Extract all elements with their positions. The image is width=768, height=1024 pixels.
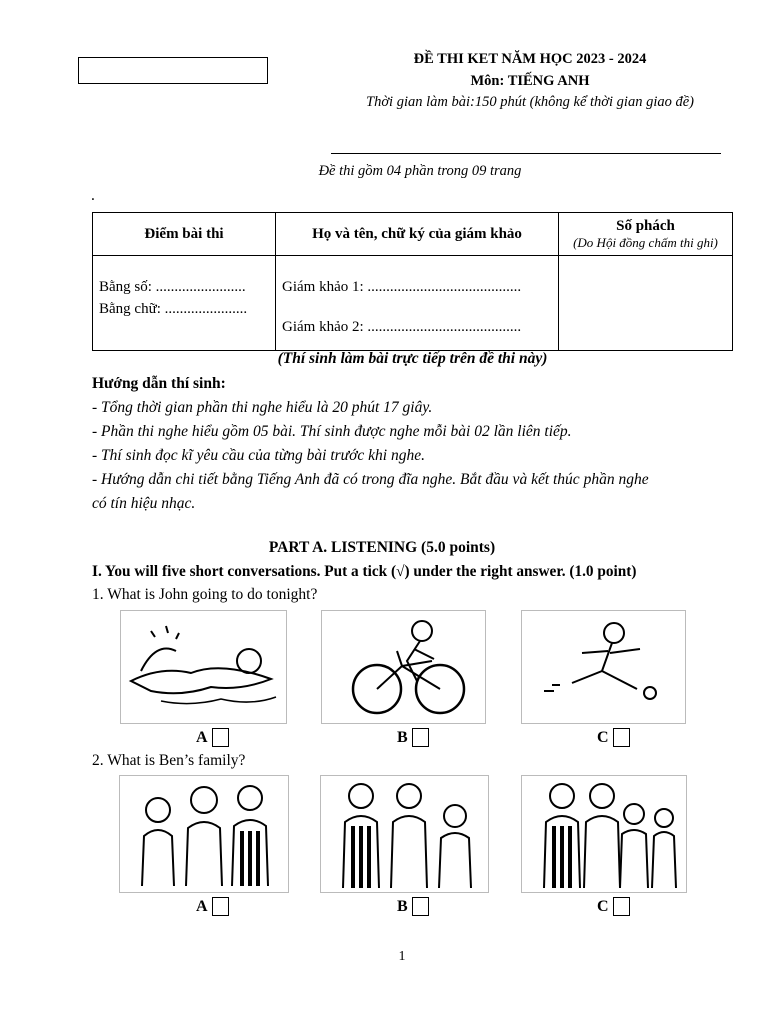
section-1-instruction: I. You will five short conversations. Put a tick (√) under the right answer. (1.0 point) (92, 563, 637, 580)
header-rule (331, 153, 721, 154)
tick-box[interactable] (212, 897, 229, 916)
score-cell (93, 256, 276, 351)
q2-option-c[interactable] (597, 897, 630, 916)
family-picture-a (119, 775, 289, 893)
secret-code-sub: (Do Hội đồng chấm thi ghi) (573, 234, 718, 250)
option-label: B (397, 728, 408, 746)
score-in-words[interactable]: Bằng chữ: ...................... (99, 301, 248, 317)
instruction-line: - Tổng thời gian phần thi nghe hiểu là 20 phút 17 giây. (92, 399, 433, 416)
instructions-heading: Hướng dẫn thí sinh: (92, 375, 226, 392)
score-header: Điểm bài thi (93, 213, 276, 256)
part-a-title: PART A. LISTENING (5.0 points) (268, 539, 496, 556)
tick-box[interactable] (412, 897, 429, 916)
examiner-2[interactable]: Giám khảo 2: ......................................... (282, 319, 522, 335)
q1-option-b[interactable] (397, 728, 429, 747)
q1-option-c[interactable] (597, 728, 630, 747)
option-label: B (397, 897, 408, 915)
family-picture-b (320, 775, 489, 893)
option-label: C (597, 897, 609, 915)
cycling-picture (321, 610, 486, 724)
score-table (92, 212, 733, 351)
tick-box[interactable] (613, 897, 630, 916)
exam-title: ĐỀ THI KET NĂM HỌC 2023 - 2024 (413, 51, 647, 67)
score-in-digits[interactable]: Bằng số: ........................ (99, 279, 246, 295)
secret-code-cell (559, 256, 733, 351)
examiner-header: Họ và tên, chữ ký của giám khảo (276, 213, 559, 256)
football-picture (521, 610, 686, 724)
swimming-picture (120, 610, 287, 724)
tick-box[interactable] (613, 728, 630, 747)
examiner-cell (276, 256, 559, 351)
pages-note: Đề thi gồm 04 phần trong 09 trang (318, 163, 522, 179)
candidate-note: (Thí sinh làm bài trực tiếp trên đề thi này) (277, 350, 548, 367)
tick-box[interactable] (212, 728, 229, 747)
option-label: A (196, 728, 208, 746)
option-label: A (196, 897, 208, 915)
option-label: C (597, 728, 609, 746)
subject-line: Môn: TIẾNG ANH (470, 73, 590, 89)
instruction-line: có tín hiệu nhạc. (92, 495, 196, 512)
tick-box[interactable] (412, 728, 429, 747)
dot-mark: . (91, 187, 95, 204)
question-1: 1. What is John going to do tonight? (92, 586, 318, 603)
secret-code-header (559, 213, 733, 256)
q2-option-a[interactable] (196, 897, 229, 916)
instruction-line: - Thí sinh đọc kĩ yêu cầu của từng bài trước khi nghe. (92, 447, 425, 464)
family-picture-c (521, 775, 687, 893)
duration-line: Thời gian làm bài:150 phút (không kể thời gian giao đề) (366, 94, 694, 110)
examiner-1[interactable]: Giám khảo 1: ......................................... (282, 279, 522, 295)
question-2: 2. What is Ben’s family? (92, 752, 246, 769)
candidate-code-box (78, 57, 268, 84)
instructions (92, 372, 722, 516)
instruction-line: - Phần thi nghe hiểu gồm 05 bài. Thí sinh được nghe mỗi bài 02 lần liên tiếp. (92, 423, 572, 440)
q1-option-a[interactable] (196, 728, 229, 747)
page-number: 1 (398, 949, 406, 964)
secret-code-title: Số phách (616, 217, 675, 234)
instruction-line: - Hướng dẫn chi tiết bằng Tiếng Anh đã có trong đĩa nghe. Bắt đầu và kết thúc phần nghe (92, 471, 649, 488)
q2-option-b[interactable] (397, 897, 429, 916)
